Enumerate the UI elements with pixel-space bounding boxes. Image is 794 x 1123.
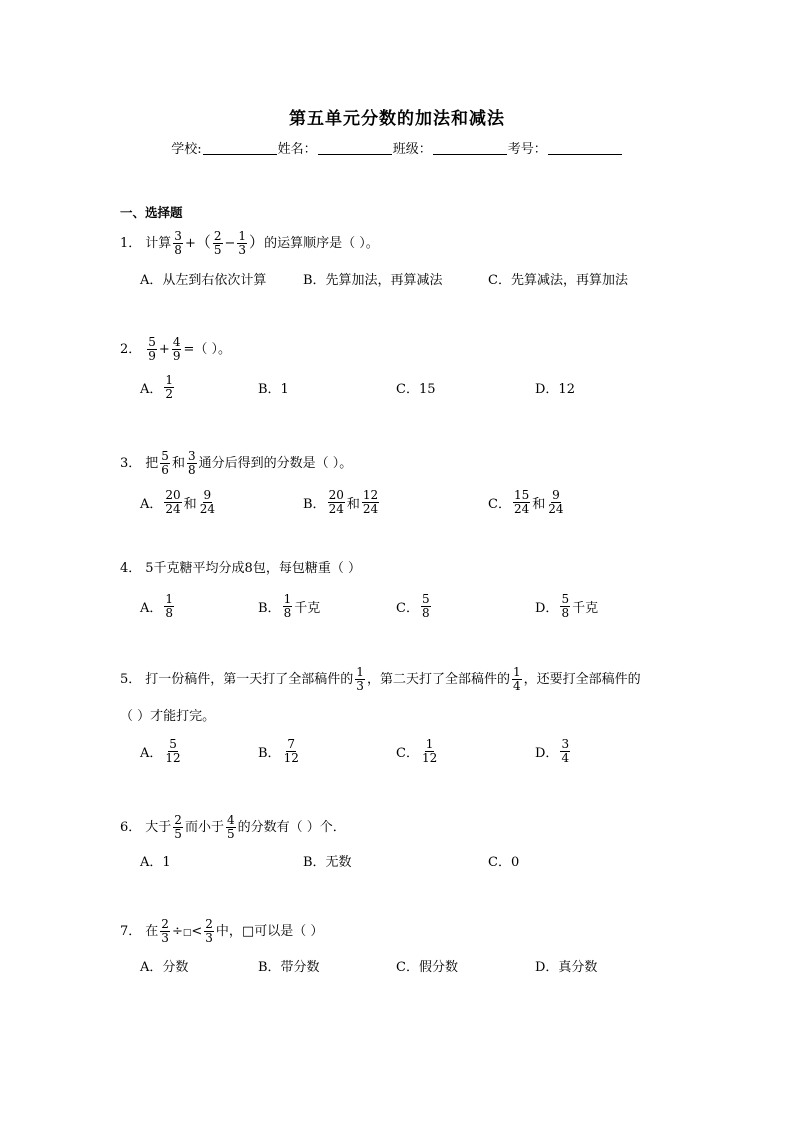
question-6 [120, 814, 346, 841]
class-label: 班级： [392, 142, 432, 157]
option-a[interactable]: A．1 [140, 854, 171, 870]
option-label: B． [258, 600, 281, 616]
denominator: 6 [161, 463, 169, 477]
numerator: 1 [165, 591, 174, 606]
denominator: 8 [421, 605, 430, 620]
numerator: 9 [552, 487, 560, 502]
numerator: 20 [165, 487, 181, 502]
student-info-line [0, 138, 794, 157]
option-d[interactable]: D．真分数 [535, 959, 598, 975]
fraction [237, 230, 247, 257]
options-row [140, 482, 740, 522]
denominator: 4 [512, 679, 521, 693]
question-text: 5千克糖平均分成8包，每包糖重（ ） [145, 561, 361, 576]
option-d[interactable]: D．12 [535, 381, 575, 397]
unit-text: 千克 [294, 600, 321, 616]
minus-sign: − [224, 236, 236, 251]
option-c[interactable]: C．假分数 [396, 959, 458, 975]
numerator: 4 [172, 335, 181, 349]
denominator: 24 [199, 501, 215, 516]
divide-sign: ÷ [171, 924, 183, 939]
option-b[interactable]: B．无数 [303, 854, 352, 870]
numerator: 5 [561, 591, 570, 606]
denominator: 2 [165, 386, 174, 401]
question-text: =（ ）。 [183, 342, 231, 357]
denominator: 12 [165, 750, 181, 765]
denominator: 3 [238, 243, 247, 257]
question-text: 而小于 [184, 820, 224, 835]
plus-sign: + [184, 236, 196, 251]
option-a[interactable]: A．从左到右依次计算 [140, 272, 267, 288]
fraction [355, 666, 365, 693]
question-text: 通分后得到的分数是（ ）。 [198, 456, 353, 471]
fraction [226, 814, 236, 841]
fraction [362, 489, 379, 516]
page-title: 第五单元分数的加法和减法 [289, 109, 505, 129]
fraction [213, 230, 223, 257]
fraction [283, 593, 293, 620]
option-label: D． [535, 745, 559, 761]
question-2 [120, 336, 231, 363]
denominator: 24 [362, 501, 379, 516]
options-row [140, 731, 740, 771]
numerator: 5 [148, 335, 156, 349]
option-b[interactable]: B．1 [258, 381, 289, 397]
question-number: 1． [120, 236, 142, 251]
option-c[interactable]: C．15 [396, 381, 436, 397]
option-c[interactable]: C．先算减法，再算加法 [488, 272, 628, 288]
option-c[interactable]: C．0 [488, 854, 520, 870]
question-5 [120, 666, 641, 693]
numerator: 9 [203, 487, 212, 502]
name-blank[interactable] [318, 154, 392, 155]
denominator: 5 [213, 243, 222, 257]
options-row [140, 840, 740, 880]
class-blank[interactable] [433, 154, 507, 155]
question-5-line-2: （ ）才能打完。 [120, 709, 216, 724]
numerator: 7 [287, 736, 296, 751]
denominator: 24 [548, 501, 564, 516]
numerator: 1 [356, 665, 364, 679]
fraction [160, 450, 170, 477]
fraction [204, 918, 214, 945]
school-label: 学校: [171, 142, 202, 157]
exam-no-label: 考号： [507, 142, 547, 157]
option-label: C． [488, 496, 511, 512]
fraction [421, 738, 438, 765]
question-text: 的运算顺序是（ ）。 [264, 236, 379, 251]
fraction [421, 593, 431, 620]
question-number: 4． [120, 561, 142, 576]
option-d[interactable] [535, 586, 598, 626]
question-text: ，第二天打了全部稿件的 [366, 672, 510, 687]
question-text: 中，□可以是（ ） [215, 924, 324, 939]
fraction [199, 489, 216, 516]
denominator: 5 [226, 827, 235, 841]
denominator: 4 [561, 750, 570, 765]
fraction [560, 593, 570, 620]
option-label: B． [258, 745, 281, 761]
and-text: 和 [532, 496, 546, 512]
open-paren: （ [195, 233, 211, 251]
option-a[interactable]: A．分数 [140, 959, 189, 975]
exam-no-blank[interactable] [548, 154, 622, 155]
numerator: 3 [187, 449, 196, 463]
option-b[interactable] [258, 586, 320, 626]
question-text: 和 [171, 456, 185, 471]
options-row [140, 945, 740, 985]
numerator: 2 [205, 917, 213, 931]
question-number: 5． [120, 672, 142, 687]
question-text: ，还要打全部稿件的 [523, 672, 641, 687]
denominator: 9 [148, 349, 156, 363]
denominator: 12 [283, 750, 299, 765]
numerator: 20 [328, 487, 344, 502]
option-b[interactable]: B．带分数 [258, 959, 320, 975]
option-c[interactable] [488, 482, 567, 522]
denominator: 5 [174, 827, 182, 841]
fraction [147, 336, 157, 363]
numerator: 1 [165, 372, 174, 387]
less-than-sign: < [191, 924, 203, 939]
numerator: 1 [425, 736, 434, 751]
numerator: 3 [174, 229, 182, 243]
numerator: 4 [226, 813, 235, 827]
fraction [164, 374, 174, 401]
denominator: 8 [165, 605, 174, 620]
option-b[interactable]: B．先算加法，再算减法 [303, 272, 443, 288]
numerator: 1 [512, 665, 521, 679]
option-a[interactable] [140, 731, 184, 771]
numerator: 1 [238, 229, 247, 243]
question-1 [120, 230, 379, 257]
denominator: 3 [161, 931, 169, 945]
question-text: 计算 [145, 236, 172, 251]
question-number: 6． [120, 820, 142, 835]
school-blank[interactable] [203, 154, 277, 155]
fraction [164, 489, 181, 516]
fraction [328, 489, 345, 516]
fraction [547, 489, 564, 516]
denominator: 3 [356, 679, 364, 693]
fraction [173, 814, 183, 841]
options-row [140, 367, 740, 407]
option-c[interactable] [396, 586, 433, 626]
question-text: 把 [145, 456, 159, 471]
options-row [140, 258, 740, 298]
close-paren: ） [249, 233, 265, 251]
numerator: 2 [174, 813, 182, 827]
denominator: 24 [513, 501, 530, 516]
question-text: 在 [145, 924, 159, 939]
denominator: 8 [187, 463, 196, 477]
plus-sign: + [158, 342, 170, 357]
question-text: 的分数有（ ）个． [237, 820, 346, 835]
section-title: 一、选择题 [120, 205, 183, 220]
denominator: 3 [205, 931, 213, 945]
option-label: C． [396, 745, 419, 761]
question-3 [120, 450, 352, 477]
option-a[interactable] [140, 586, 176, 626]
question-text: 打一份稿件，第一天打了全部稿件的 [145, 672, 354, 687]
option-c[interactable] [396, 731, 440, 771]
fraction [283, 738, 300, 765]
question-4 [120, 559, 361, 579]
numerator: 2 [213, 229, 222, 243]
and-text: 和 [183, 496, 197, 512]
question-number: 2． [120, 342, 142, 357]
option-b[interactable] [258, 731, 302, 771]
option-label: C． [396, 600, 419, 616]
fraction [560, 738, 570, 765]
option-b[interactable] [303, 482, 381, 522]
fraction [172, 336, 182, 363]
fraction [512, 666, 522, 693]
option-a[interactable] [140, 367, 176, 407]
option-label: A． [140, 496, 163, 512]
fraction [513, 489, 530, 516]
denominator: 8 [174, 243, 182, 257]
option-label: B． [303, 496, 326, 512]
options-row [140, 586, 740, 626]
numerator: 5 [421, 591, 430, 606]
numerator: 5 [161, 449, 169, 463]
fraction [173, 230, 183, 257]
unit-text: 千克 [572, 600, 599, 616]
option-label: D． [535, 600, 559, 616]
option-d[interactable] [535, 731, 572, 771]
numerator: 1 [283, 591, 292, 606]
question-number: 3． [120, 456, 142, 471]
and-text: 和 [346, 496, 360, 512]
denominator: 24 [165, 501, 181, 516]
denominator: 9 [172, 349, 181, 363]
option-label: A． [140, 745, 163, 761]
name-label: 姓名： [277, 142, 317, 157]
option-label: A． [140, 600, 163, 616]
option-a[interactable] [140, 482, 218, 522]
denominator: 12 [421, 750, 438, 765]
numerator: 5 [169, 736, 177, 751]
fraction [164, 738, 181, 765]
denominator: 8 [283, 605, 292, 620]
fraction [160, 918, 170, 945]
option-label: A． [140, 381, 163, 397]
numerator: 3 [561, 736, 570, 751]
denominator: 8 [561, 605, 570, 620]
denominator: 24 [328, 501, 344, 516]
question-text: 大于 [145, 820, 172, 835]
blank-box-icon: □ [182, 928, 192, 938]
numerator: 2 [161, 917, 169, 931]
numerator: 15 [513, 487, 530, 502]
question-number: 7． [120, 924, 142, 939]
fraction [164, 593, 174, 620]
question-7 [120, 918, 323, 945]
fraction [187, 450, 197, 477]
numerator: 12 [362, 487, 379, 502]
